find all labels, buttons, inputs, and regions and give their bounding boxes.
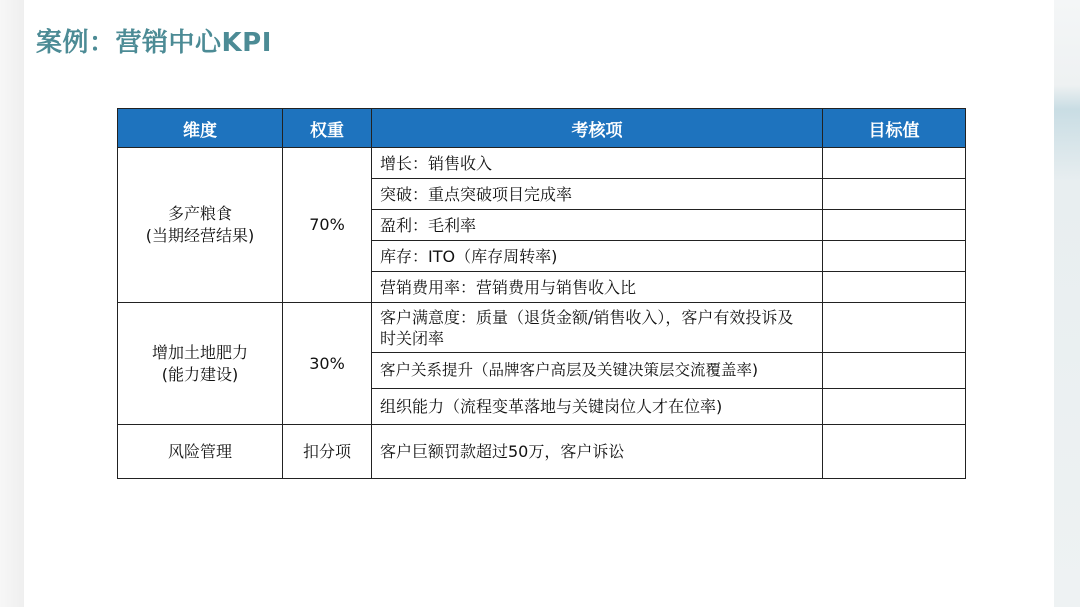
left-margin-strip [0,0,24,607]
target-cell [823,303,966,353]
target-cell [823,389,966,425]
table-row [118,148,966,179]
target-cell [823,241,966,272]
table-header-row [118,109,966,148]
weight-cell: 扣分项 [283,425,372,479]
dimension-sublabel: (能力建设) [161,364,239,384]
dimension-sublabel: (当期经营结果) [145,226,255,245]
dimension-cell [118,148,283,303]
item-cell: 客户满意度：质量（退货金额/销售收入），客户有效投诉及时关闭率 [372,303,823,353]
table-row [118,425,966,479]
target-cell [823,425,966,479]
dimension-label: 多产粮食 [167,204,232,223]
target-cell [823,148,966,179]
target-cell [823,353,966,389]
item-cell: 库存：ITO（库存周转率) [372,241,823,272]
target-cell [823,210,966,241]
table-row [118,303,966,353]
dimension-cell [118,303,283,425]
item-cell: 客户巨额罚款超过50万，客户诉讼 [372,425,823,479]
item-cell: 盈利：毛利率 [372,210,823,241]
kpi-table [117,108,966,479]
right-margin-strip [1054,0,1080,607]
target-cell [823,272,966,303]
header-dimension: 维度 [118,109,283,148]
dimension-cell [118,425,283,479]
slide-canvas [24,0,1054,607]
header-weight: 权重 [283,109,372,148]
weight-cell: 70% [283,148,372,303]
weight-cell: 30% [283,303,372,425]
item-cell: 组织能力（流程变革落地与关键岗位人才在位率) [372,389,823,425]
header-item: 考核项 [372,109,823,148]
slide-title: 案例：营销中心KPI [36,28,272,58]
item-cell: 增长：销售收入 [372,148,823,179]
item-cell: 客户关系提升（品牌客户高层及关键决策层交流覆盖率) [372,353,823,389]
dimension-label: 增加土地肥力 [151,342,248,362]
dimension-label: 风险管理 [167,441,232,461]
item-cell: 营销费用率：营销费用与销售收入比 [372,272,823,303]
item-cell: 突破：重点突破项目完成率 [372,179,823,210]
header-target: 目标值 [823,109,966,148]
target-cell [823,179,966,210]
